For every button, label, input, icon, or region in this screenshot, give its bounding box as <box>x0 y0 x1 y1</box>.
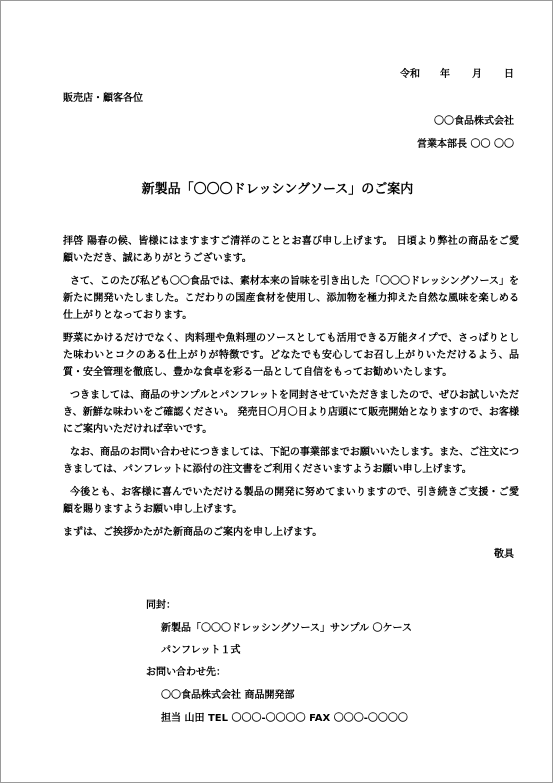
closing-salutation: 敬具 <box>494 549 514 560</box>
sender-company: 〇〇食品株式会社 <box>434 116 514 127</box>
date-era: 令和 <box>400 69 420 80</box>
enclosure-item: 新製品「〇〇〇ドレッシングソース」サンプル 〇ケース <box>161 623 413 634</box>
letter-body <box>63 233 519 547</box>
date-month: 月 <box>472 69 482 80</box>
recipient: 販売店・顧客各位 <box>63 93 143 104</box>
date-line <box>400 69 514 81</box>
document-title: 新製品「〇〇〇ドレッシングソース」のご案内 <box>141 182 414 197</box>
paragraph-announcement: さて、このたび私ども〇〇食品では、素材本来の旨味を引き出した「〇〇〇ドレッシングソース」を新たに開発いたしました。こだわりの国産食材を使用し、添加物を極力抑えた自然な風味を楽しめる仕上がりとなっております。 <box>63 276 519 321</box>
inquiry-department: 〇〇食品株式会社 商品開発部 <box>161 690 295 701</box>
paragraph-future: 今後とも、お客様に喜んでいただける製品の開発に努めてまいりますので、引き続きご支援・ご愛顧を賜りますようお願い申し上げます。 <box>63 487 519 515</box>
inquiry-label: お問い合わせ先： <box>146 667 226 678</box>
paragraph-samples: つきましては、商品のサンプルとパンフレットを同封させていただきましたので、ぜひお試しいただき、新鮮な味わいをご確認ください。 発売日〇月〇日より店頭にて販売開始となりますので、お客様にご案内いただければ幸いです。 <box>63 390 519 435</box>
paragraph-inquiries: なお、商品のお問い合わせにつきましては、下記の事業部までお願いいたします。また、ご注文につきましては、パンフレットに添付の注文書をご利用くださいますようお願い申し上げます。 <box>63 447 519 475</box>
inquiry-contact: 担当 山田 TEL 〇〇〇-〇〇〇〇 FAX 〇〇〇-〇〇〇〇 <box>161 713 408 724</box>
sender-name: 営業本部長 〇〇 〇〇 <box>417 139 514 150</box>
paragraph-greeting: 拝啓 陽春の候、皆様にはますますご清祥のこととお喜び申し上げます。 日頃より弊社の商品をご愛顧いただき、誠にありがとうございます。 <box>63 236 519 264</box>
date-year: 年 <box>440 69 450 80</box>
date-day: 日 <box>504 69 514 80</box>
paragraph-features: 野菜にかけるだけでなく、肉料理や魚料理のソースとしても活用できる万能タイプで、さっぱりとした味わいとコクのある仕上がりが特徴です。どなたでも安心してお召し上がりいただけるよう、品質・安全管理を徹底し、豊かな食卓を彩る一品として自信をもってお勧めいたします。 <box>63 333 519 378</box>
enclosure-item: パンフレット１式 <box>161 645 241 656</box>
paragraph-closing-remark: まずは、ご挨拶かたがた新商品のご案内を申し上げます。 <box>63 527 323 538</box>
enclosure-label: 同封： <box>146 600 176 611</box>
